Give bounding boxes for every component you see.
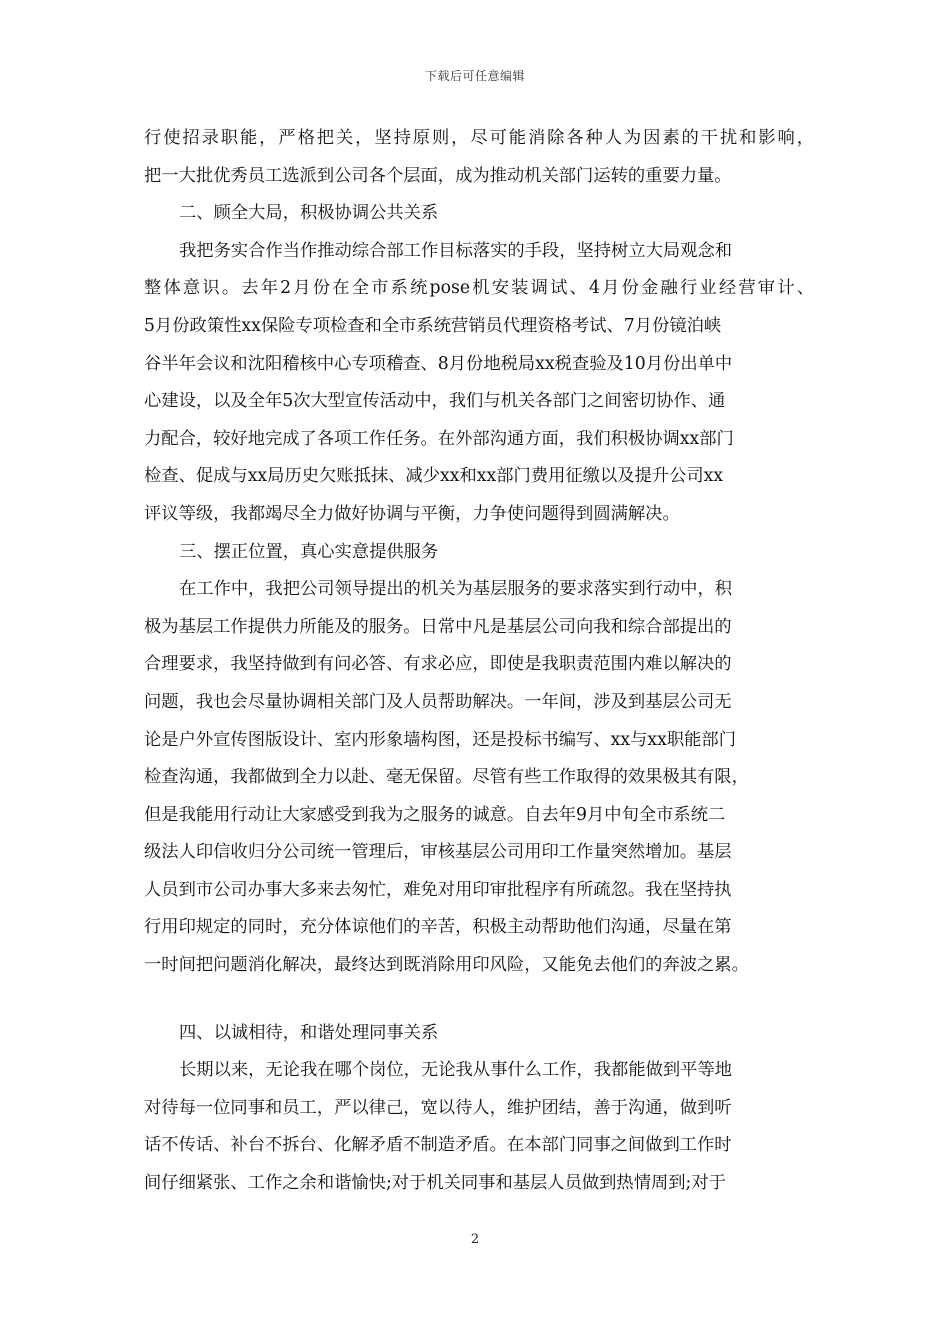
paragraph-line: 评议等级，我都竭尽全力做好协调与平衡，力争使问题得到圆满解决。 [144, 503, 680, 524]
paragraph-line: 人员到市公司办事大多来去匆忙，难免对用印审批程序有所疏忽。我在坚持执 [144, 879, 732, 900]
paragraph-line: 整体意识。去年2月份在全市系统pose机安装调试、4月份金融行业经营审计、 [144, 278, 814, 299]
paragraph-line: 间仔细紧张、工作之余和谐愉快;对于机关同事和基层人员做到热情周到;对于 [144, 1173, 726, 1194]
section-heading: 三、摆正位置，真心实意提供服务 [179, 541, 439, 562]
paragraph-line: 长期以来，无论我在哪个岗位，无论我从事什么工作，我都能做到平等地 [179, 1060, 733, 1081]
paragraph-line: 话不传话、补台不拆台、化解矛盾不制造矛盾。在本部门同事之间做到工作时 [144, 1135, 732, 1156]
page-header: 下载后可任意编辑 [424, 69, 525, 83]
paragraph-line: 问题，我也会尽量协调相关部门及人员帮助解决。一年间，涉及到基层公司无 [144, 691, 732, 712]
section-heading: 四、以诚相待，和谐处理同事关系 [179, 1022, 439, 1043]
paragraph-line: 合理要求，我坚持做到有问必答、有求必应，即使是我职责范围内难以解决的 [144, 654, 732, 675]
paragraph-line: 5月份政策性xx保险专项检查和全市系统营销员代理资格考试、7月份镜泊峡 [144, 315, 722, 336]
paragraph-line: 把一大批优秀员工选派到公司各个层面，成为推动机关部门运转的重要力量。 [144, 165, 732, 186]
page-number: 2 [470, 1232, 480, 1247]
paragraph-line: 论是户外宣传图版设计、室内形象墙构图，还是投标书编写、xx与xx职能部门 [144, 729, 736, 750]
paragraph-line: 一时间把问题消化解决，最终达到既消除用印风险，又能免去他们的奔波之累。 [144, 955, 749, 976]
paragraph-line: 力配合，较好地完成了各项工作任务。在外部沟通方面，我们积极协调xx部门 [144, 428, 734, 449]
paragraph-line: 级法人印信收归分公司统一管理后，审核基层公司用印工作量突然增加。基层 [144, 842, 732, 863]
paragraph-line: 对待每一位同事和员工，严以律己，宽以待人，维护团结，善于沟通，做到听 [144, 1097, 732, 1118]
paragraph-line: 行用印规定的同时，充分体谅他们的辛苦，积极主动帮助他们沟通，尽量在第 [144, 917, 732, 938]
paragraph-line: 谷半年会议和沈阳稽核中心专项稽查、8月份地税局xx税查验及10月份出单中 [144, 353, 733, 374]
paragraph-line: 行使招录职能，严格把关，坚持原则，尽可能消除各种人为因素的干扰和影响， [144, 128, 814, 148]
paragraph-line: 检查沟通，我都做到全力以赴、毫无保留。尽管有些工作取得的效果极其有限， [144, 767, 749, 788]
paragraph-line: 极为基层工作提供力所能及的服务。日常中凡是基层公司向我和综合部提出的 [144, 616, 732, 637]
paragraph-line: 心建设，以及全年5次大型宣传活动中，我们与机关各部门之间密切协作、通 [144, 391, 726, 412]
paragraph-line: 检查、促成与xx局历史欠账抵抹、减少xx和xx部门费用征缴以及提升公司xx [144, 466, 724, 487]
paragraph-line: 但是我能用行动让大家感受到我为之服务的诚意。自去年9月中旬全市系统二 [144, 804, 726, 825]
body-text [144, 120, 814, 1203]
paragraph-line: 在工作中，我把公司领导提出的机关为基层服务的要求落实到行动中，积 [179, 579, 733, 600]
section-heading: 二、顾全大局，积极协调公共关系 [179, 203, 439, 224]
paragraph-line: 我把务实合作当作推动综合部工作目标落实的手段，坚持树立大局观念和 [179, 240, 733, 261]
paragraph-gap [144, 985, 814, 1015]
